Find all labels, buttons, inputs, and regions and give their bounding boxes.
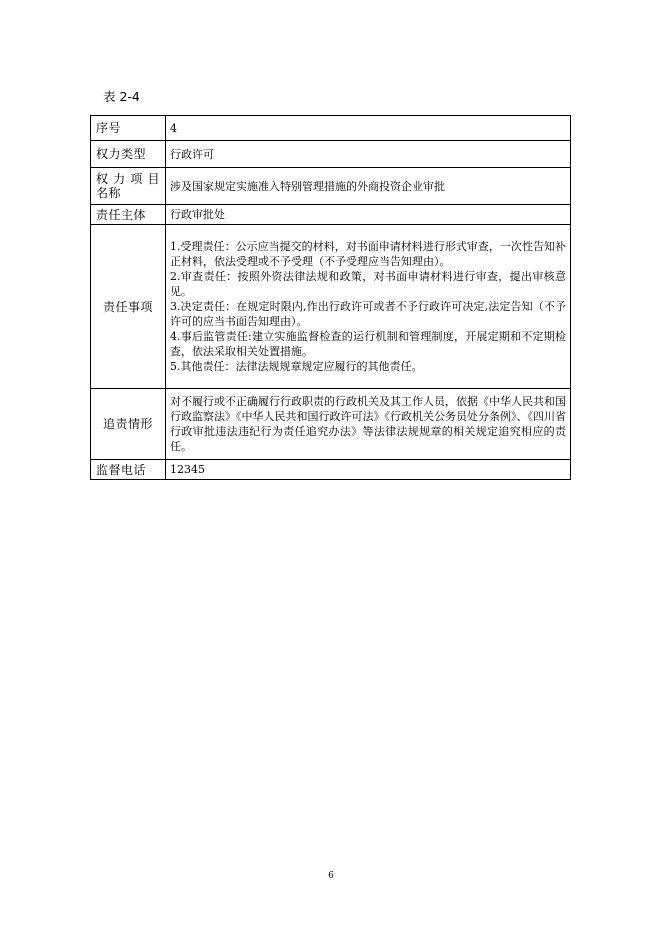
table-row-item-name	[91, 168, 571, 205]
table-row-seq	[91, 116, 571, 141]
table-row-accountability	[91, 389, 571, 460]
power-list-table	[90, 115, 571, 480]
label-subject: 责任主体	[91, 205, 166, 225]
table-row-phone	[91, 460, 571, 480]
duty-item-other: 5.其他责任：法律法规规章规定应履行的其他责任。	[170, 360, 423, 373]
value-accountability: 对不履行或不正确履行行政职责的行政机关及其工作人员，依据《中华人民共和国行政监察法》《中华人民共和国行政许可法》《行政机关公务员处分条例》、《四川省行政审批违法违纪行为责任追究办法》等法律法规规章的相关规定追究相应的责任。	[166, 389, 571, 460]
duty-item-review: 2.审查责任：按照外资法律法规和政策，对书面申请材料进行审查，提出审核意见。	[170, 270, 566, 298]
table-row-duties	[91, 225, 571, 389]
label-seq: 序号	[91, 116, 166, 141]
value-power-type: 行政许可	[166, 141, 571, 168]
page-number: 6	[328, 871, 334, 881]
label-accountability: 追责情形	[91, 389, 166, 460]
label-phone: 监督电话	[91, 460, 166, 480]
table-caption: 表 2-4	[103, 89, 140, 104]
value-phone: 12345	[166, 460, 571, 480]
value-item-name: 涉及国家规定实施准入特别管理措施的外商投资企业审批	[166, 168, 571, 205]
duty-item-acceptance: 1.受理责任：公示应当提交的材料，对书面申请材料进行形式审查，一次性告知补正材料，依法受理或不予受理（不予受理应当告知理由）。	[170, 240, 566, 268]
value-seq: 4	[166, 116, 571, 141]
label-duties: 责任事项	[91, 225, 166, 389]
duty-item-decision: 3.决定责任：在规定时限内,作出行政许可或者不予行政许可决定,法定告知（不予许可的应当书面告知理由）。	[170, 300, 566, 328]
value-duties	[166, 225, 571, 389]
label-power-type: 权力类型	[91, 141, 166, 168]
label-item-name: 权 力 项 目 名称	[91, 168, 166, 205]
value-subject: 行政审批处	[166, 205, 571, 225]
duty-item-supervision: 4.事后监管责任:建立实施监督检查的运行机制和管理制度，开展定期和不定期检查，依法采取相关处置措施。	[170, 330, 566, 358]
table-row-subject	[91, 205, 571, 225]
table-row-power-type	[91, 141, 571, 168]
